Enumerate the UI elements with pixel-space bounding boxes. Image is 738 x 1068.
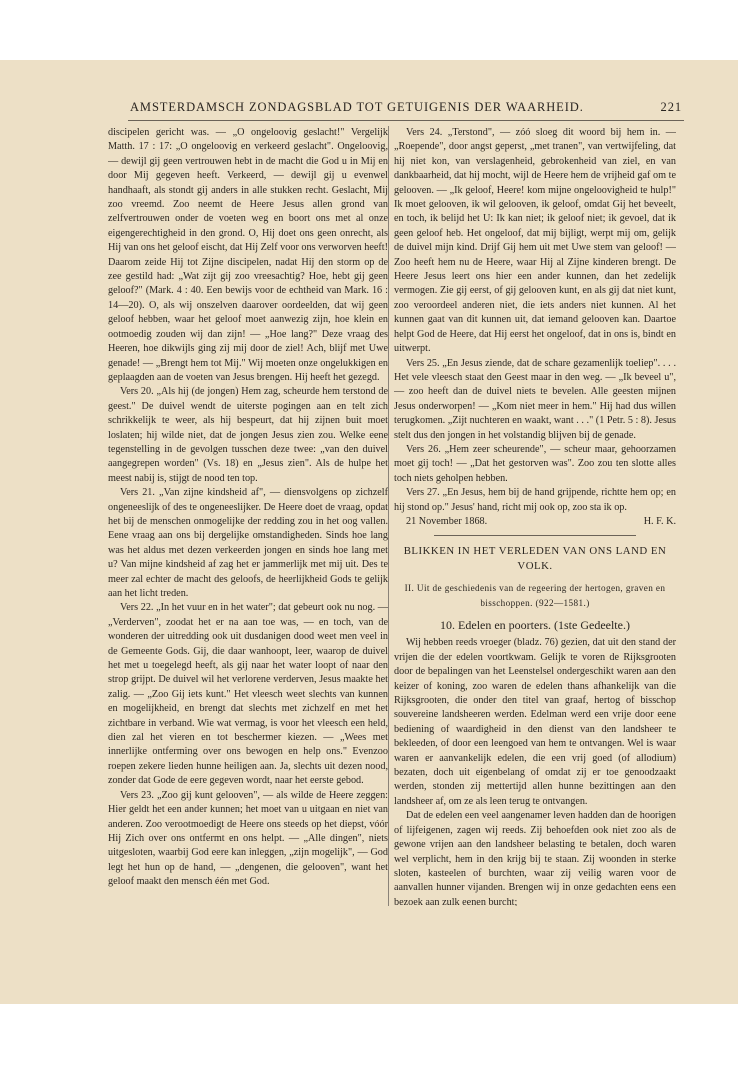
paragraph: Vers 27. „En Jesus, hem bij de hand grijpende, richtte hem op; en hij stond op." Jesus' hand, richt mij ook op, zoo sta ik op.	[394, 487, 676, 513]
paragraph: Vers 21. „Van zijne kindsheid af", — diensvolgens op zichzelf ongeneeslijk of des te ongeneeslijker. De Heere doet de vraag, opdat het bij de menschen onmogelijke der redding zou in het oog vallen. Eene vraag aan ons bij dergelijke omstandigheden. Sinds hoe lang was het aldus met dezen verkeerden jongen en sinds hoe lang met u? Van mijne kindsheid af zag het er jammerlijk met mij uit. Des te meer zal echter de macht des geloofs, de heerlijkheid Gods te gelijk aan het licht treden.	[108, 487, 388, 599]
paragraph: Dat de edelen een veel aangenamer leven hadden dan de hoorigen of lijfeigenen, zagen wij reeds. Zij behoefden ook niet zoo als de gewone vrijen aan den landsheer belasting te betalen, doch waren wel verplicht, hem in den krijg bij te staan. Zij woonden in sterke sloten, kasteelen of burchten, waar zij veilig waren voor de aanvallen hunner vijanden. Brengen wij in onze gedachten eens een bezoek aan zulk eenen burcht;	[394, 810, 676, 906]
paragraph: Vers 20. „Als hij (de jongen) Hem zag, scheurde hem terstond de geest." De duivel wendt de uiterste pogingen aan en telt zich schrikkelijk te weer, als hij bespeurt, dat hij zijnen buit moet loslaten; hij wilde niet, dat de jongen Jesus zien zou. Welke eene tegenstelling in de gevolgen tusschen deze twee: „van den duivel aangegrepen worden" (Vs. 18) en „Jesus zien". Als de hulpe het meest nabij is, stijgt de nood ten top.	[108, 386, 388, 484]
journal-title: AMSTERDAMSCH ZONDAGSBLAD TOT GETUIGENIS DER WAARHEID.	[130, 100, 584, 114]
paragraph: Vers 25. „En Jesus ziende, dat de schare gezamenlijk toeliep". . . . Het vele vleesch staat den Geest maar in den weg. — „Ik beveel u", — zoo heeft dan de duivel niets te bevelen. Alle geesten mijnen Jesus onderworpen! — „Kom niet meer in hem." Hij had dus willen terugkomen. „Zijt nuchteren en waakt, want . . ." (1 Petr. 5 : 8). Jesus stelt dus den jongen in het volstandig blijven bij de genade.	[394, 357, 676, 441]
header-rule	[128, 120, 684, 121]
paragraph: Vers 23. „Zoo gij kunt gelooven", — als wilde de Heere zeggen: Hier geldt het een ander kunnen; het moet van u uitgaan en niet van anderen. Zoo verootmoedigt de Heere ons steeds op het diepst, vóór Hij Zich over ons ontfermt en ons helpt. — „Alle dingen", niets uitgesloten, waarbij God eere kan inleggen, „zijn mogelijk", — God legt het hun op de hand, — „dengenen, die gelooven", want het geloof maakt den mensch één met God.	[108, 789, 388, 888]
right-column	[394, 126, 676, 906]
paragraph: discipelen gericht was. — „O ongeloovig geslacht!" Vergelijk Matth. 17 : 17: „O ongeloovig en verkeerd geslacht". Ongeloovig, — dewijl gij geen vertrouwen hebt in de macht die God u in Mij en door Mij gegeven heeft. Verkeerd, — dewijl gij u evenwel handhaaft, als stondt gij anders in alle stukken recht. Geslacht, Mij zoo vreemd. Zoo neemt de Heere Jesus allen grond van zelfvertrouwen onder de voeten weg en boort ons met al onze eigengerechtigheid in den grond. O, Hij doet ons geen onrecht, als Hij van ons het geloof eischt, dat Hij Zelf voor ons verworven heeft! Daarom zeide Hij tot Zijne discipelen, nadat Hij den storm op de zee gestild had: „Wat zijt gij zoo vreesachtig? Hoe, hebt gij geen geloof?" (Mark. 4 : 40. Een bewijs voor de echtheid van Mark. 16 : 14—20). O, als wij onszelven daarover oordeelden, dat wij geen geloof hebben, waar het geloof moet aanwezig zijn, hoe klein en ootmoedig zouden wij dan zijn! — „Hoe lang?" Deze vraag des Heeren, hoe dikwijls ging zij mij door de ziel! Ach, blijf met Uwe genade! — „Brengt hem tot Mij." Wij moeten onze ongelukkigen en geplaagden aan de voeten van Jesus brengen. Hij heeft het gezegd.	[108, 127, 388, 383]
left-column	[108, 126, 388, 906]
section-title: BLIKKEN IN HET VERLEDEN VAN ONS LAND EN VOLK.	[403, 545, 667, 572]
paragraph: Vers 26. „Hem zeer scheurende", — scheur maar, gehoorzamen moet gij toch! — „Dat het gestorven was". Zoo zou ten slotte alles toch niets geholpen hebben.	[394, 443, 676, 484]
running-header	[130, 100, 682, 116]
series-subtitle: II. Uit de geschiedenis van de regeering der hertogen, graven en bisschoppen. (922—1581.)	[404, 583, 666, 608]
signature-line	[394, 515, 676, 529]
paragraph: Vers 24. „Terstond", — zóó sloeg dit woord bij hem in. — „Roepende", door angst geperst, „met tranen", van vertwijfeling, dat hij niet kon, van verslagenheid, gebrokenheid van ziel, en van dankbaarheid, dat hij mocht, wijl de Heere hem de vrijheid gaf om te gelooven. — „Ik geloof, Heere! kom mijne ongeloovigheid te hulp!" Ik moet gelooven, ik wil gelooven, ik geloof, omdat Gij het beveelt, en toch, ik belijd het U: Ik kan niet; ik geloof niet; ik gevoel, dat ik geen geloof heb. Het ongeloof, dat mij bijligt, werpt mij om, gelijk de duivel mijn kind. Drijf Gij hem uit met Uwe stem van geloof! — Zoo heeft hem nu de Heere, waar Hij al Zijne kinderen brengt. De Heere Jesus leert ons hier een ander kunnen, dan het zedelijk vermogen. Zie gij eerst, of gij gelooven kunt, en als gij dat niet kunt, zoo veroordeel anderen niet, die iets anders niet kunnen. Al het kunnen gaat van dit kunnen uit, dat iemand gelooven kan. Daartoe helpt God de Heere, dat Hij eerst het ongeloof, dat in ons is, bindt en uitwerpt.	[394, 127, 676, 355]
article-title: 10. Edelen en poorters. (1ste Gedeelte.)	[440, 618, 630, 632]
signature-date: 21 November 1868.	[406, 515, 488, 527]
section-separator	[434, 535, 636, 536]
paragraph: Vers 22. „In het vuur en in het water"; dat gebeurt ook nu nog. — „Verderven", zoodat het er na aan toe was, — en toch, van de wonderen der uitredding ook uit dusdanigen dood weet men veel in de Gemeente Gods. Gij, die daar wanhoopt, leer, waarop de duivel het met u toegelegd heeft, als gij naar het water loopt of naar den strop grijpt. De duivel wil het verlorene verderven, Jesus maakte het zalig. — „Zoo Gij iets kunt." Het vleesch weet slechts van kunnen en mogelijkheid, en brengt dat slechts met zichzelf en met het zichtbare in verband. Wie wat vermag, is voor het vleesch een held, dien zal het vieren en tot beschermer kiezen. — „Wees met innerlijke ontferming over ons bewogen en help ons." Evenzoo roepen zekere lieden hunne heiligen aan. Ja, slechts uit dezen nood, zonder dat Gode de eere gegeven wordt, naar het eerste gebod.	[108, 602, 388, 787]
column-divider	[388, 126, 389, 906]
paragraph: Wij hebben reeds vroeger (bladz. 76) gezien, dat uit den stand der vrijen die der edelen voortkwam. Gelijk te voren de Rijksgrooten door de bepalingen van het Leenstelsel ondergeschikt waren aan den keizer of koning, zoo waren de edelen thans afhankelijk van die Rijksgrooten, die onder den titel van graaf, hertog of bisschop souvereine landsheeren werden. Edelman werd een vrije door eene bediening of waardigheid in den dienst van den landsheer te bekleeden, of door een leengoed van hem te ontvangen. Wel is waar waren er aanvankelijk edelen, die een vrij goed (of allodium) bezaten, doch uit eigenbelang of omdat zij er toe genoodzaakt werden, stonden zij mettertijd allen hunne bezittingen aan den landsheer af, om ze als leen terug te ontvangen.	[394, 637, 676, 807]
page-number: 221	[660, 100, 682, 114]
signature-initials: H. F. K.	[643, 515, 676, 527]
